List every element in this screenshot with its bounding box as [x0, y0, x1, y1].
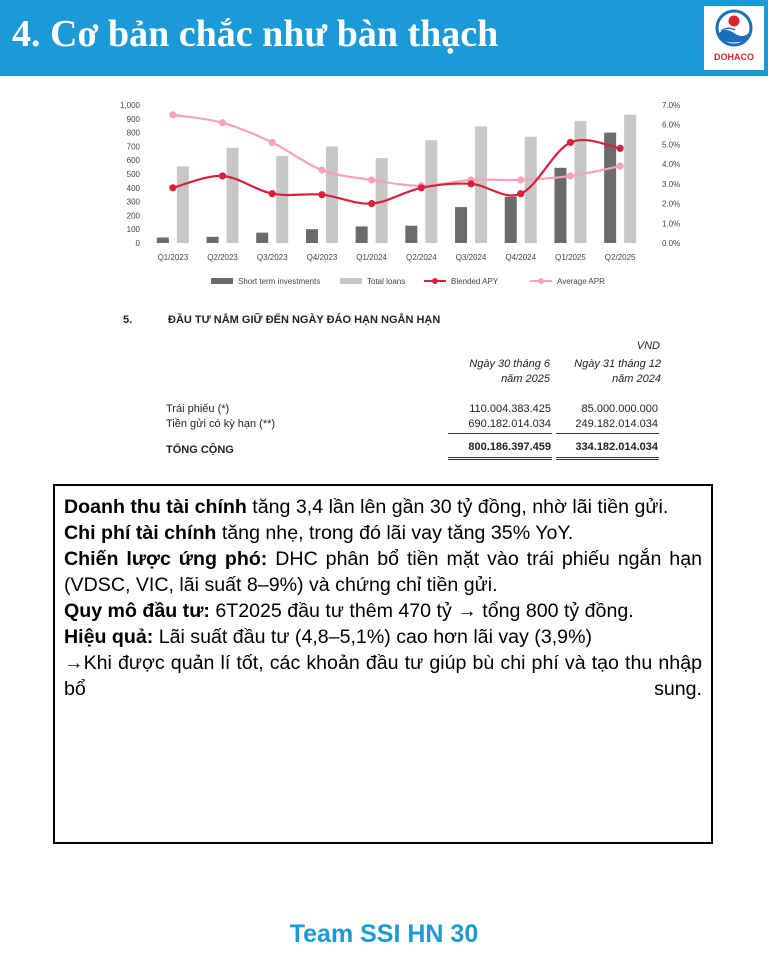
bar-short-term-investments	[604, 133, 616, 243]
page-title: 4. Cơ bản chắc như bàn thạch	[12, 13, 499, 55]
x-tick-label: Q2/2023	[207, 253, 238, 262]
investment-table	[120, 308, 665, 470]
left-tick-label: 800	[126, 128, 140, 138]
x-tick-label: Q2/2025	[604, 253, 636, 262]
column-header-2024	[557, 357, 661, 387]
header-bar	[0, 0, 768, 76]
legend-label-short-term-investments: Short term investments	[238, 277, 321, 286]
bar-total-loans	[624, 115, 636, 243]
unit-label: VND	[636, 340, 660, 352]
x-tick-label: Q1/2023	[157, 253, 189, 262]
cell-total-2024: 334.182.014.034	[575, 441, 658, 453]
left-tick-label: 400	[126, 183, 140, 193]
legend-marker-blended-apy	[432, 278, 438, 284]
cell-deposits-2025: 690.182.014.034	[468, 418, 551, 430]
bar-total-loans	[177, 166, 189, 243]
subtotal-line-2025	[448, 433, 552, 434]
row-label-term-deposits: Tiền gửi có kỳ hạn (**)	[166, 418, 276, 430]
point-blended-apy	[219, 172, 226, 179]
point-average-apr	[169, 111, 176, 118]
bar-short-term-investments	[207, 237, 219, 243]
point-blended-apy	[517, 190, 524, 197]
row-label-bonds: Trái phiếu (*)	[166, 403, 230, 415]
text-financial-revenue: tăng 3,4 lần lên gần 30 tỷ đồng, nhờ lãi tiền gửi.	[246, 496, 669, 518]
bar-short-term-investments	[157, 237, 169, 243]
point-average-apr	[517, 176, 524, 183]
column-header-2025-line1: Ngày 30 tháng 6	[469, 358, 550, 370]
point-blended-apy	[269, 190, 276, 197]
legend-swatch-total-loans	[340, 278, 362, 284]
right-tick-label: 0.0%	[662, 239, 681, 248]
bold-financial-revenue: Doanh thu tài chính	[64, 496, 247, 518]
bar-short-term-investments	[505, 197, 517, 243]
total-line-2025-b	[448, 459, 552, 460]
text-efficiency: Lãi suất đầu tư (4,8–5,1%) cao hơn lãi vay (3,9%)	[153, 626, 593, 648]
point-blended-apy	[318, 191, 325, 198]
row-label-total: TỔNG CỘNG	[166, 444, 234, 456]
left-tick-label: 600	[126, 156, 140, 166]
paragraph-conclusion: →Khi được quản lí tốt, các khoản đầu tư giúp bù chi phí và tạo thu nhập bổ sung.	[64, 652, 702, 700]
footer-team-label: Team SSI HN 30	[289, 920, 479, 948]
column-header-2024-line2: năm 2024	[612, 373, 661, 385]
text-investment-scale: 6T2025 đầu tư thêm 470 tỷ → tổng 800 tỷ đồng.	[209, 600, 634, 622]
legend-label-total-loans: Total loans	[367, 277, 406, 286]
left-tick-label: 500	[126, 170, 140, 179]
point-average-apr	[318, 166, 325, 173]
bar-total-loans	[425, 140, 437, 243]
paragraph-financial-expense	[64, 520, 702, 546]
point-blended-apy	[567, 139, 574, 146]
cell-deposits-2024: 249.182.014.034	[575, 418, 658, 430]
text-financial-expense: tăng nhẹ, trong đó lãi vay tăng 35% YoY.	[216, 522, 574, 544]
column-header-2025	[450, 357, 550, 387]
right-tick-label: 6.0%	[662, 120, 681, 130]
point-average-apr	[368, 176, 375, 183]
left-tick-label: 900	[126, 114, 140, 124]
text-strategy: DHC phân bổ tiền mặt vào trái phiếu ngắn hạn (VDSC, VIC, lãi suất 8–9%) và chứng chỉ tiền gửi.	[64, 548, 702, 596]
bar-total-loans	[227, 148, 239, 243]
point-average-apr	[269, 139, 276, 146]
bold-strategy: Chiến lược ứng phó:	[64, 548, 268, 570]
point-average-apr	[567, 172, 574, 179]
total-line-2024-a	[556, 457, 659, 458]
right-tick-label: 5.0%	[662, 140, 681, 150]
left-tick-label: 0	[135, 239, 140, 248]
x-tick-label: Q2/2024	[405, 253, 437, 262]
right-tick-label: 3.0%	[662, 179, 681, 189]
subtotal-line-2024	[556, 433, 659, 434]
legend-label-blended-apy: Blended APY	[451, 277, 499, 286]
x-tick-label: Q4/2023	[306, 253, 338, 262]
summary-textbox	[53, 484, 713, 844]
x-tick-label: Q4/2024	[505, 253, 537, 262]
section-title: ĐẦU TƯ NẮM GIỮ ĐẾN NGÀY ĐÁO HẠN NGẮN HẠN	[168, 314, 441, 326]
point-blended-apy	[467, 180, 474, 187]
line-blended-apy	[173, 140, 620, 204]
right-tick-label: 1.0%	[662, 219, 681, 229]
legend-swatch-short-term-investments	[211, 278, 233, 284]
cell-bonds-2025: 110.004.383.425	[469, 403, 551, 415]
bold-efficiency: Hiệu quả:	[64, 626, 154, 648]
x-tick-label: Q1/2025	[555, 253, 586, 262]
point-blended-apy	[418, 184, 425, 191]
paragraph-financial-revenue	[64, 494, 702, 520]
combo-chart	[108, 92, 681, 297]
bar-short-term-investments	[455, 207, 467, 243]
cell-total-2025: 800.186.397.459	[468, 441, 551, 453]
point-blended-apy	[368, 200, 375, 207]
paragraph-investment-scale	[64, 598, 702, 624]
x-tick-label: Q3/2024	[455, 253, 487, 262]
legend-marker-average-apr	[538, 278, 544, 284]
line-average-apr	[173, 115, 620, 186]
legend-label-average-apr: Average APR	[557, 277, 605, 286]
bold-financial-expense: Chi phí tài chính	[64, 522, 217, 544]
point-average-apr	[219, 119, 226, 126]
left-tick-label: 200	[126, 211, 140, 221]
bar-short-term-investments	[405, 226, 417, 243]
point-blended-apy	[169, 184, 176, 191]
point-blended-apy	[617, 145, 624, 152]
paragraph-efficiency	[64, 624, 702, 650]
bold-investment-scale: Quy mô đầu tư:	[64, 600, 210, 622]
cell-bonds-2024: 85.000.000.000	[581, 403, 658, 415]
point-average-apr	[617, 163, 624, 170]
column-header-2025-line2: năm 2025	[501, 373, 550, 385]
paragraph-strategy	[64, 546, 702, 598]
left-tick-label: 300	[126, 197, 140, 207]
total-line-2024-b	[556, 459, 659, 460]
logo-text: DOHACO	[714, 52, 754, 62]
x-tick-label: Q3/2023	[256, 253, 288, 262]
right-tick-label: 4.0%	[662, 160, 681, 170]
right-tick-label: 2.0%	[662, 199, 681, 209]
bar-short-term-investments	[256, 233, 268, 243]
bar-short-term-investments	[306, 229, 318, 243]
left-tick-label: 100	[126, 225, 140, 235]
bar-short-term-investments	[554, 168, 566, 243]
right-tick-label: 7.0%	[662, 101, 681, 110]
left-tick-label: 1,000	[119, 101, 140, 110]
total-line-2025-a	[448, 457, 552, 458]
bar-total-loans	[276, 156, 288, 243]
left-tick-label: 700	[126, 142, 140, 152]
x-tick-label: Q1/2024	[356, 253, 388, 262]
bar-short-term-investments	[356, 226, 368, 243]
section-number: 5.	[123, 314, 133, 326]
logo-emblem-icon	[704, 6, 764, 52]
company-logo	[704, 6, 764, 70]
column-header-2024-line1: Ngày 31 tháng 12	[574, 358, 661, 370]
